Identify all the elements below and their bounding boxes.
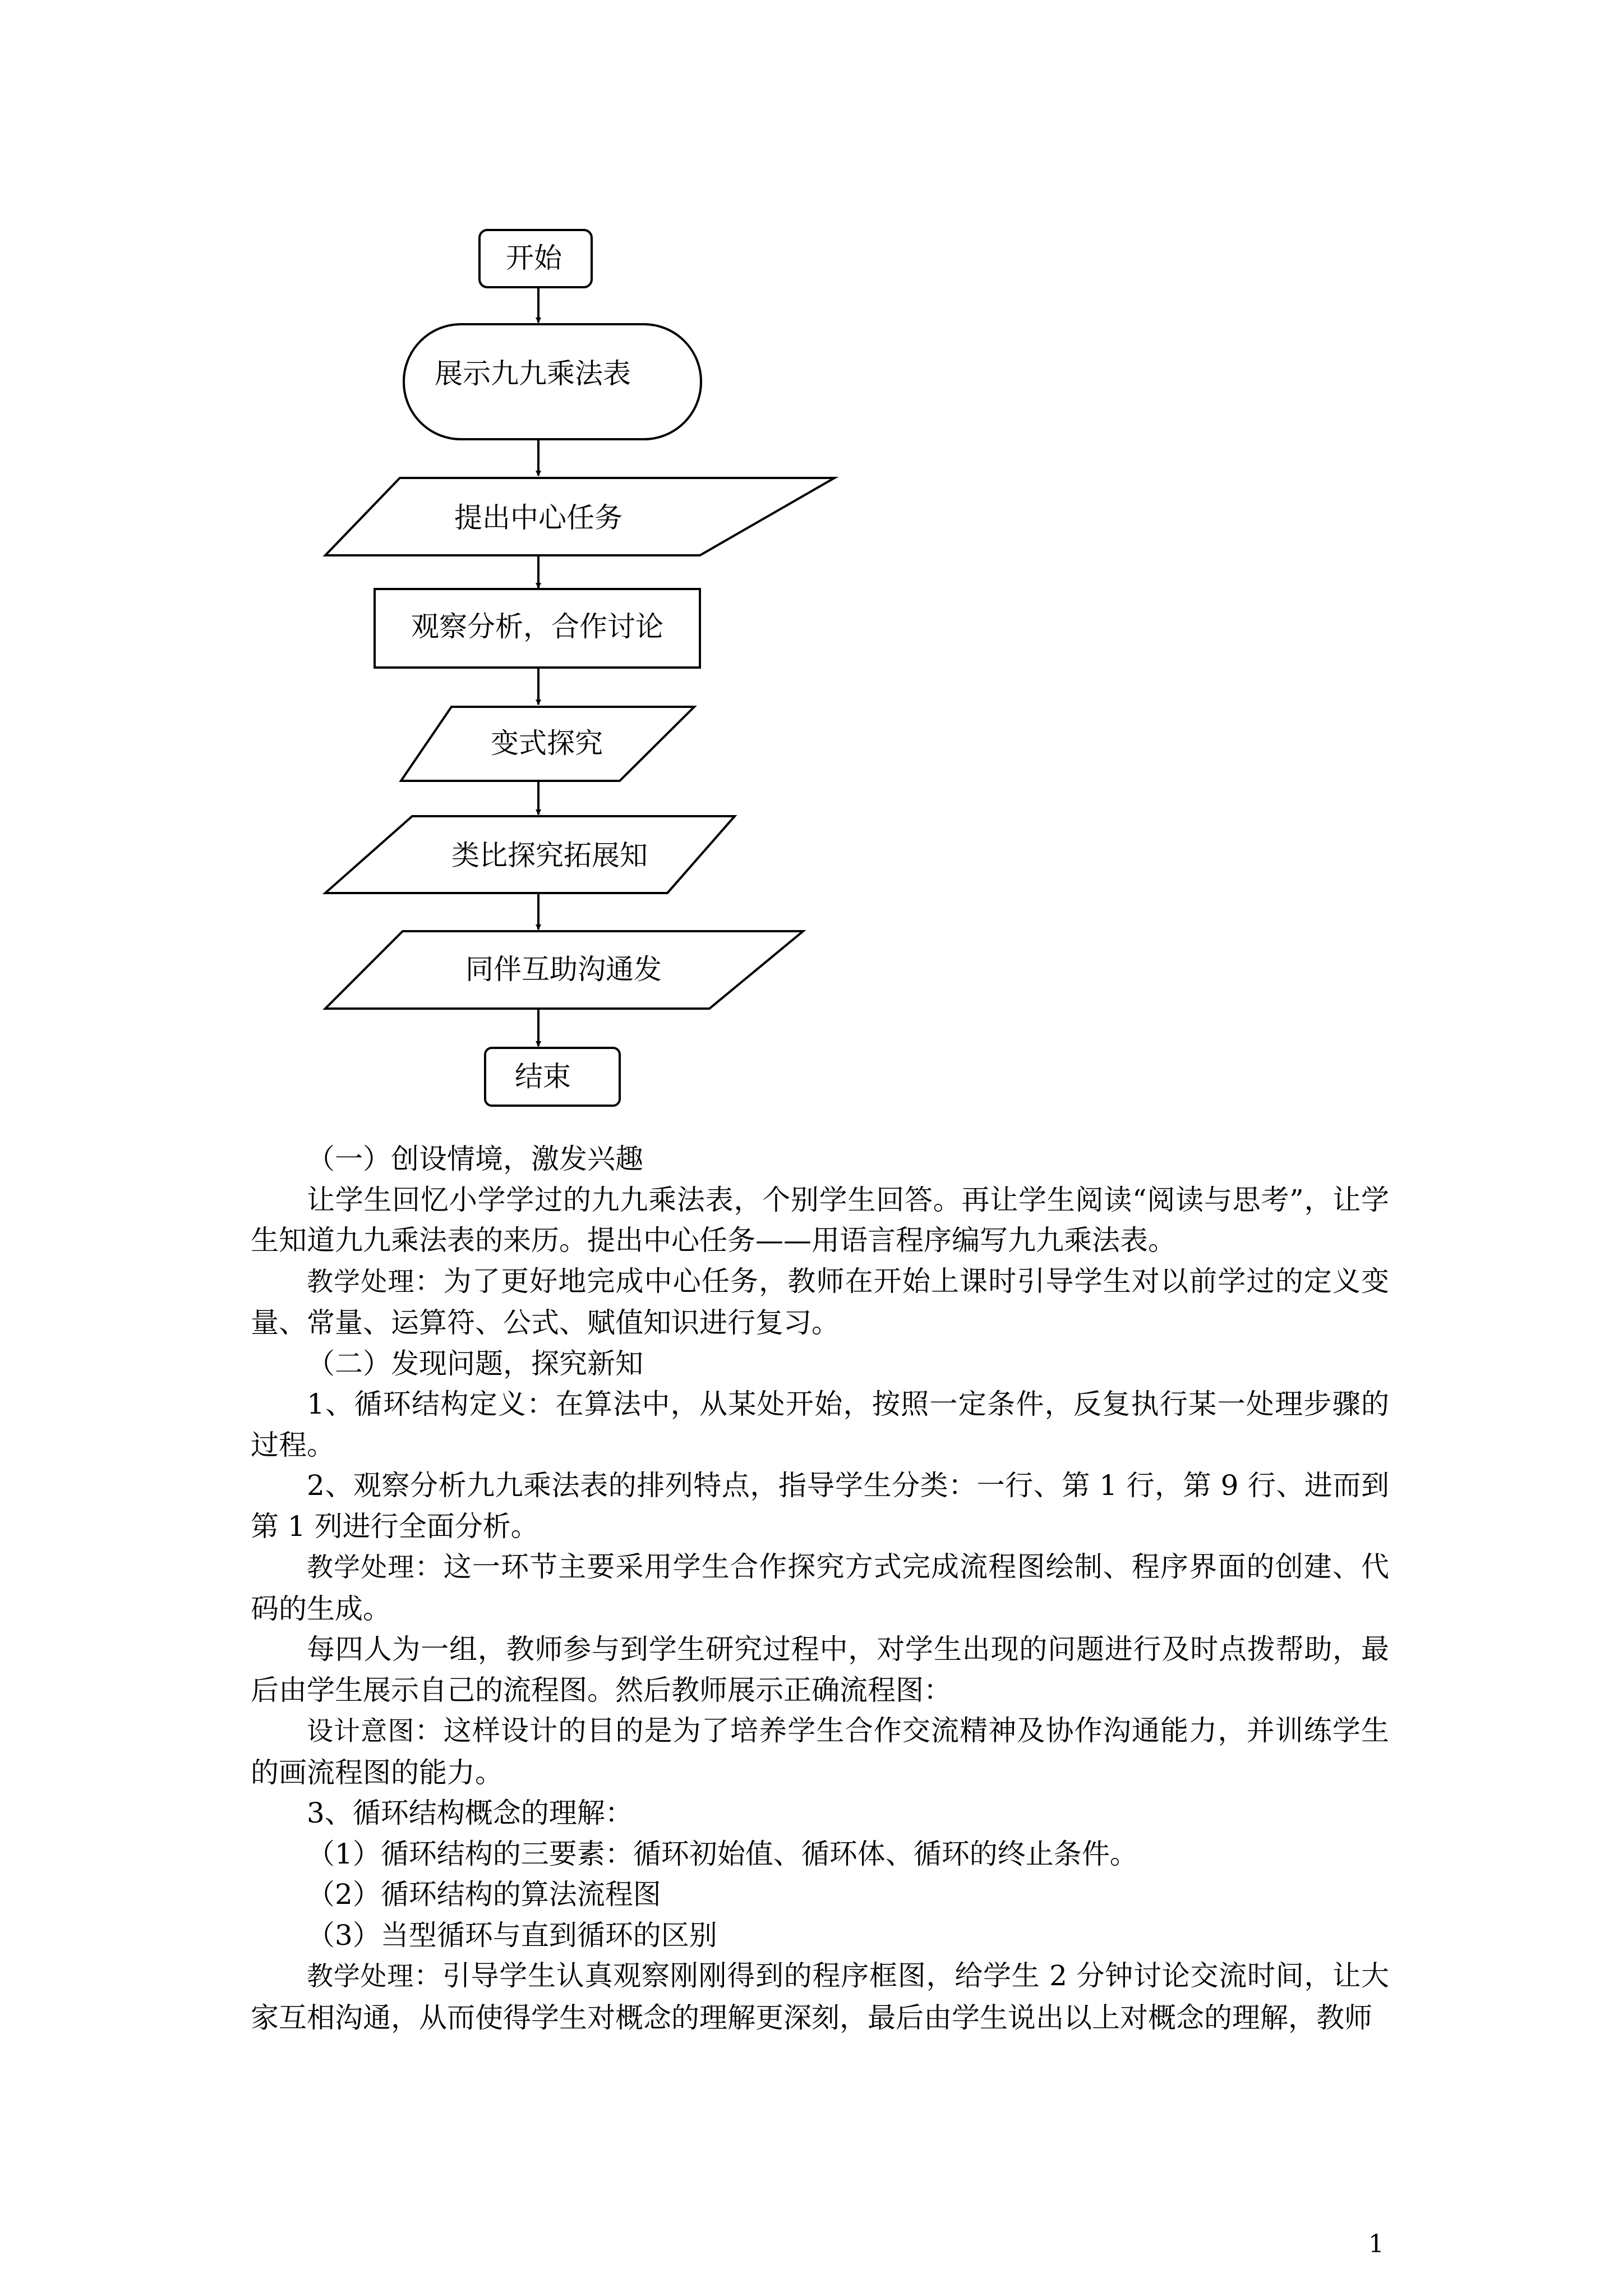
lead-label: 设计意图: [307, 1716, 415, 1747]
lead-label: 教学处理: [307, 1266, 415, 1297]
label-show-table: 展示九九乘法表: [435, 357, 631, 390]
paragraph-intro: 让学生回忆小学学过的九九乘法表，个别学生回答。再让学生阅读“阅读与思考”，让学生知道九九乘法表的来历。提出中心任务——用语言程序编写九九乘法表。: [251, 1183, 1389, 1257]
list-item-2: （2）循环结构的算法流程图: [307, 1878, 661, 1911]
paragraph-concept-heading: 3、循环结构概念的理解：: [307, 1797, 633, 1829]
label-variant-explore: 变式探究: [491, 727, 603, 760]
paragraph-observe-table: 2、观察分析九九乘法表的排列特点，指导学生分类：一行、第 1 行，第 9 行、进而到第 1 列进行全面分析。: [251, 1469, 1389, 1543]
label-analogy-extend: 类比探究拓展知: [451, 839, 648, 872]
paragraph-loop-definition: 1、循环结构定义：在算法中，从某处开始，按照一定条件，反复执行某一处理步骤的过程。: [251, 1388, 1389, 1461]
label-central-task: 提出中心任务: [454, 501, 623, 534]
label-peer-help: 同伴互助沟通发: [465, 953, 662, 986]
label-start: 开始: [506, 242, 562, 274]
lead-label: 教学处理: [307, 1552, 415, 1583]
flowchart: [0, 0, 1623, 1122]
paragraph-teaching-note-2: 教学处理：这一环节主要采用学生合作探究方式完成流程图绘制、程序界面的创建、代码的生成。: [251, 1550, 1390, 1625]
paragraph-teaching-note-3: 教学处理：引导学生认真观察刚刚得到的程序框图，给学生 2 分钟讨论交流时间，让大家互相沟通，从而使得学生对概念的理解更深刻，最后由学生说出以上对概念的理解，教师: [251, 1959, 1389, 2034]
label-observe-discuss: 观察分析，合作讨论: [411, 610, 663, 643]
paragraph-teaching-note-1: 教学处理：为了更好地完成中心任务，教师在开始上课时引导学生对以前学过的定义变量、常量、运算符、公式、赋值知识进行复习。: [251, 1264, 1390, 1339]
list-item-1: （1）循环结构的三要素：循环初始值、循环体、循环的终止条件。: [307, 1837, 1138, 1870]
lead-label: 教学处理: [307, 1961, 414, 1992]
list-item-3: （3）当型循环与直到循环的区别: [307, 1918, 717, 1952]
label-end: 结束: [515, 1060, 571, 1093]
paragraph-group-work: 每四人为一组，教师参与到学生研究过程中，对学生出现的问题进行及时点拨帮助，最后由学生展示自己的流程图。然后教师展示正确流程图：: [251, 1633, 1389, 1706]
section-heading-2: （二）发现问题，探究新知: [307, 1347, 643, 1380]
paragraph-design-intent: 设计意图：这样设计的目的是为了培养学生合作交流精神及协作沟通能力，并训练学生的画流程图的能力。: [251, 1714, 1390, 1789]
body-text: [251, 1139, 1389, 2038]
page-number: 1: [1368, 2230, 1384, 2258]
section-heading-1: （一）创设情境，激发兴趣: [307, 1143, 643, 1175]
